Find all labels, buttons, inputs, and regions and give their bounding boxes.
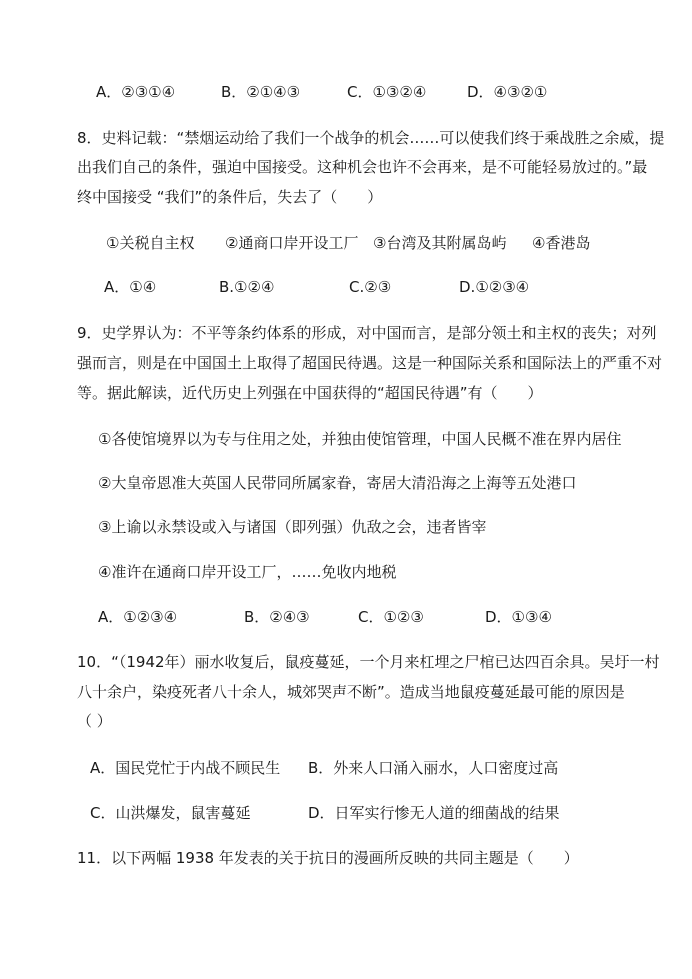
q10-option-d: D．日军实行惨无人道的细菌战的结果 bbox=[308, 804, 560, 822]
q9-option-a: A．①②③④ bbox=[98, 608, 178, 626]
option-d: D．④③②① bbox=[467, 83, 548, 101]
q9-item-2: ②大皇帝恩准大英国人民带同所属家眷，寄居大清沿海之上海等五处港口 bbox=[98, 474, 577, 492]
q9-item-3: ③上谕以永禁设或入与诸国（即列强）仇敌之会，违者皆宰 bbox=[98, 518, 487, 536]
q8-option-c: C.②③ bbox=[349, 278, 392, 296]
q9-stem-line-3: 等。据此解读，近代历史上列强在中国获得的“超国民待遇”有（ ） bbox=[77, 384, 543, 402]
q9-option-b: B．②④③ bbox=[244, 608, 310, 626]
q8-item-2: ②通商口岸开设工厂 bbox=[225, 234, 359, 252]
q10-option-a: A．国民党忙于内战不顾民生 bbox=[90, 759, 281, 777]
q8-stem-line-2: 出我们自己的条件，强迫中国接受。这种机会也许不会再来，是不可能轻易放过的。”最 bbox=[77, 158, 648, 176]
q9-item-4: ④准许在通商口岸开设工厂，……免收内地税 bbox=[98, 563, 397, 581]
option-c: C．①③②④ bbox=[347, 83, 427, 101]
q8-item-3: ③台湾及其附属岛屿 bbox=[373, 234, 507, 252]
q9-option-c: C．①②③ bbox=[358, 608, 424, 626]
q8-item-1: ①关税自主权 bbox=[106, 234, 195, 252]
q10-stem-line-3: （ ） bbox=[77, 712, 112, 730]
q8-stem-line-1: 8．史料记载：“禁烟运动给了我们一个战争的机会……可以使我们终于乘战胜之余威，提 bbox=[77, 129, 665, 147]
q9-stem-line-1: 9．史学界认为：不平等条约体系的形成，对中国而言，是部分领土和主权的丧失；对列 bbox=[77, 324, 657, 342]
option-b: B．②①④③ bbox=[221, 83, 301, 101]
q9-item-1: ①各使馆境界以为专与住用之处，并独由使馆管理，中国人民概不准在界内居住 bbox=[98, 430, 622, 448]
q10-stem-line-2: 八十余户，染疫死者八十余人，城郊哭声不断”。造成当地鼠疫蔓延最可能的原因是 bbox=[77, 683, 625, 701]
q8-stem-line-3: 终中国接受 “我们”的条件后，失去了（ ） bbox=[77, 188, 383, 206]
q11-stem-line-1: 11．以下两幅 1938 年发表的关于抗日的漫画所反映的共同主题是（ ） bbox=[77, 849, 579, 867]
option-a: A．②③①④ bbox=[96, 83, 176, 101]
q9-stem-line-2: 强而言，则是在中国国土上取得了超国民待遇。这是一种国际关系和国际法上的严重不对 bbox=[77, 354, 663, 372]
q10-option-c: C．山洪爆发，鼠害蔓延 bbox=[90, 804, 251, 822]
q8-item-4: ④香港岛 bbox=[532, 234, 591, 252]
q10-stem-line-1: 10．“（1942年）丽水收复后，鼠疫蔓延，一个月来杠埋之尸棺已达四百余具。吴圩一村 bbox=[77, 653, 660, 671]
q10-option-b: B．外来人口涌入丽水，人口密度过高 bbox=[308, 759, 559, 777]
q8-option-d: D.①②③④ bbox=[459, 278, 530, 296]
q8-option-b: B.①②④ bbox=[219, 278, 275, 296]
q9-option-d: D．①③④ bbox=[485, 608, 552, 626]
q8-option-a: A．①④ bbox=[104, 278, 157, 296]
